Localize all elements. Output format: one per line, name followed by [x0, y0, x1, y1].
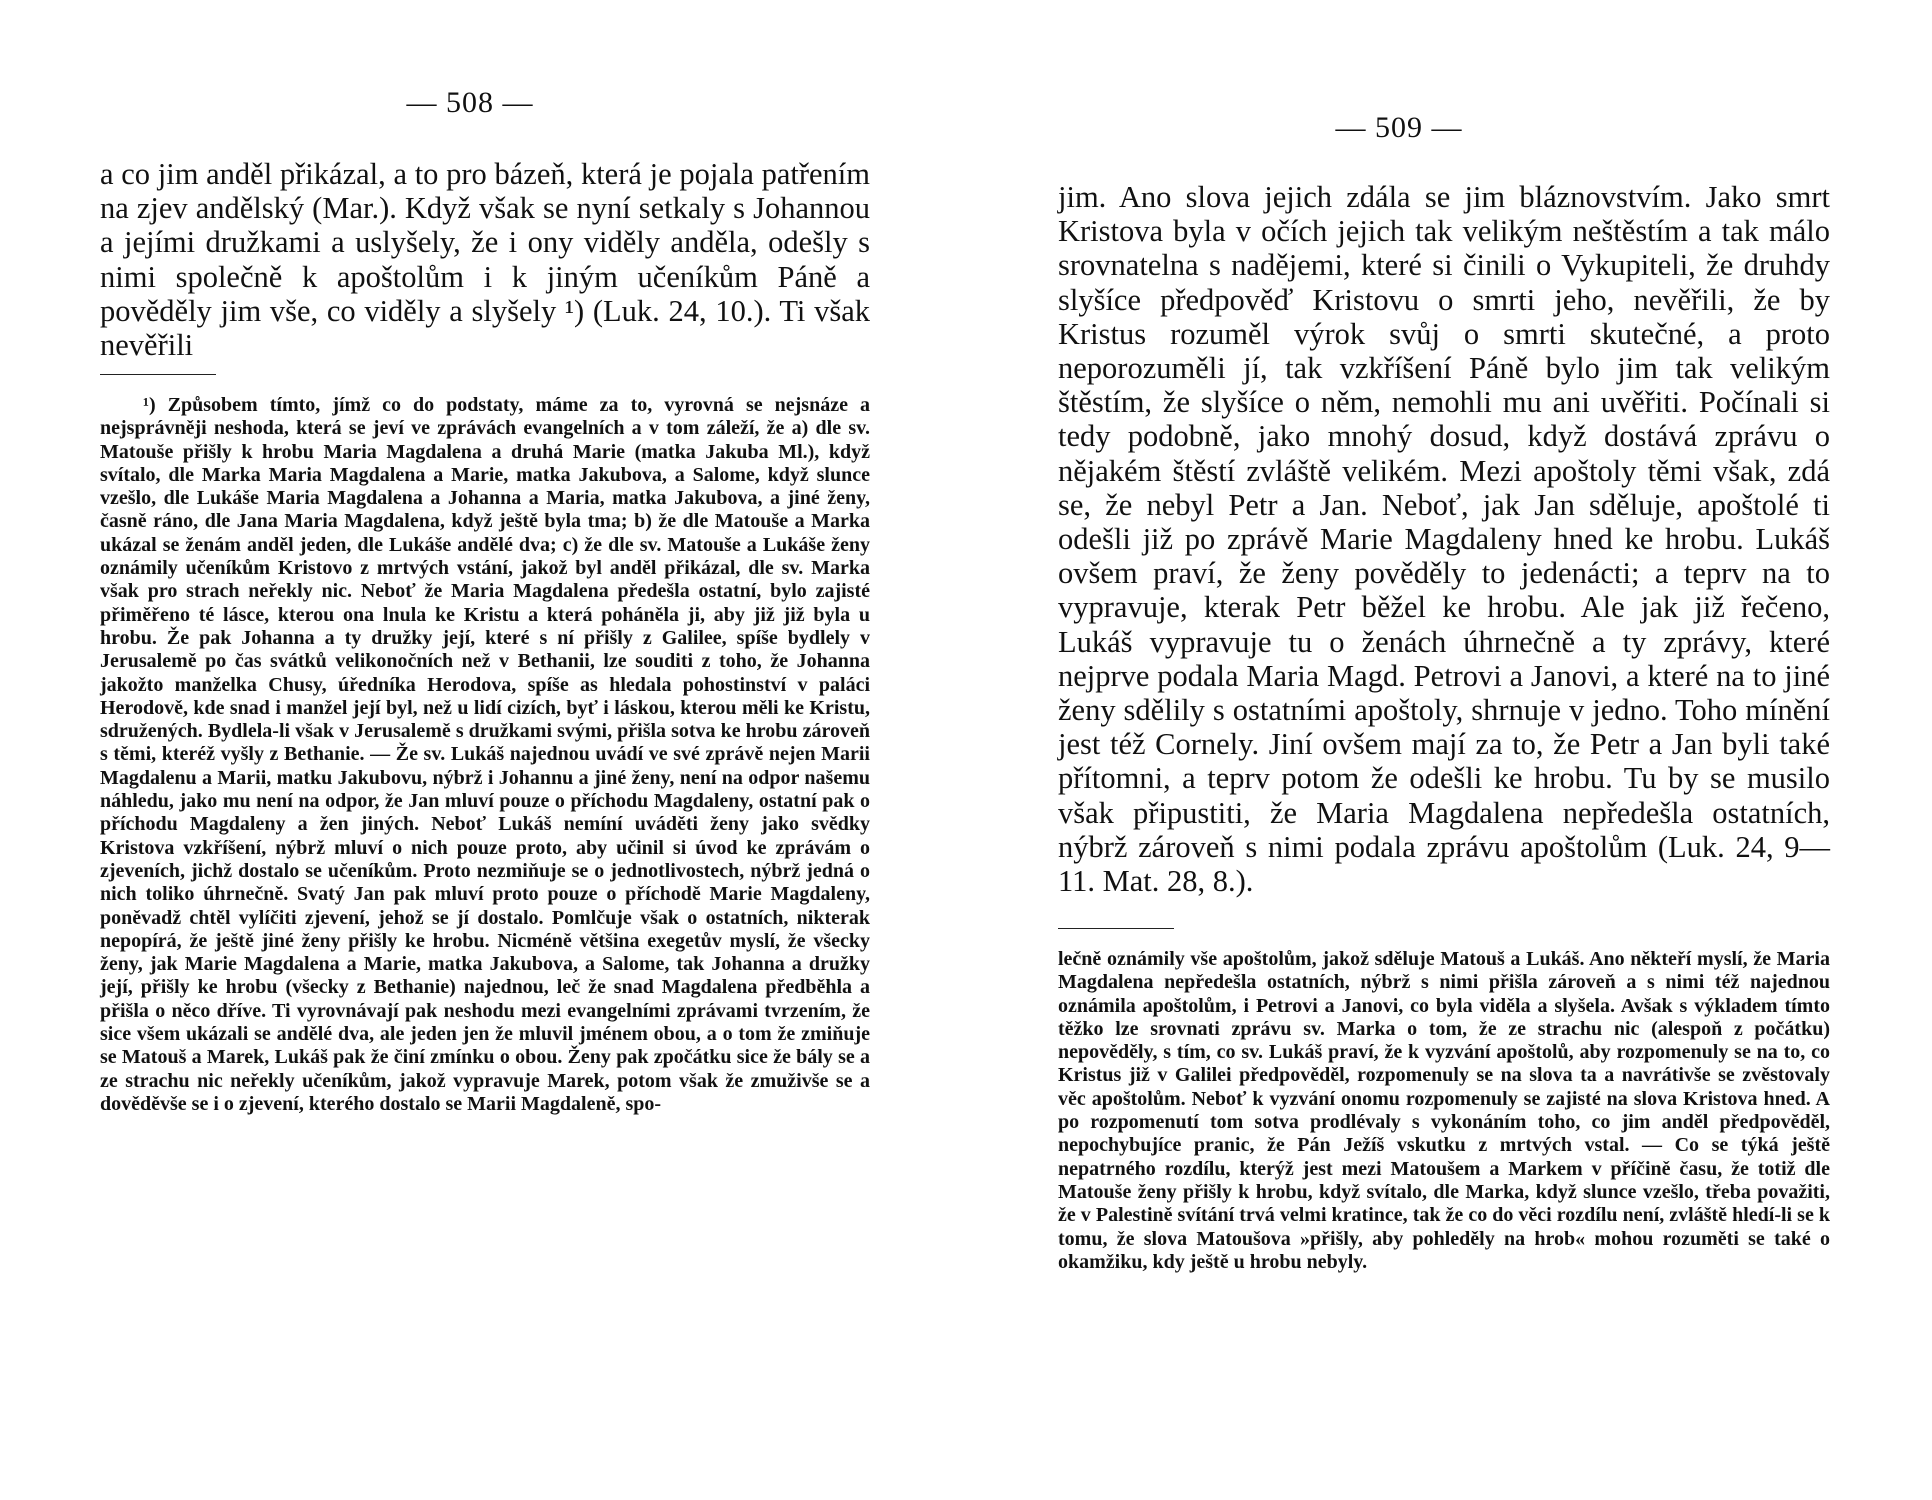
footnote-divider [100, 374, 216, 375]
main-text [100, 157, 870, 362]
footnote-divider [1058, 928, 1174, 929]
footnote-block [1058, 948, 1830, 1274]
page-number: — 509 — [1335, 111, 1463, 144]
footnote-text: ¹) Způsobem tímto, jímž co do podstaty, máme za to, vyrovná se nejsnáze a nejsprávněji neshoda, která se jeví ve zprávách evangelních a v tom záleží, že a) dle sv. Matouše přišly k hrobu Maria Magdalena a druhá Marie (matka Jakuba Ml.), když svítalo, dle Marka Maria Magdalena a Marie, matka Jakubova, a Salome, když slunce vzešlo, dle Lukáše Maria Magdalena a Johanna a Maria, matka Jakubova, a jiné ženy, časně ráno, dle Jana Maria Magdalena, když ještě byla tma; b) že dle Matouše a Marka ukázal se ženám anděl jeden, dle Lukáše andělé dva; c) že dle sv. Matouše a Lukáše ženy oznámily učeníkům Kristovo z mrtvých vstání, jakož byl anděl přikázal, dle sv. Marka však pro strach neřekly nic. Neboť že Maria Magdalena předešla ostatní, bylo zajisté přiměřeno té lásce, kterou ona lnula ke Kristu a která poháněla ji, aby již již byla u hrobu. Že pak Johanna a ty družky její, které s ní přišly z Galilee, spíše bydlely v Jerusalemě po čas svátků velikonočních než v Bethanii, lze souditi z toho, že Johanna jakožto manželka Chusy, úředníka Herodova, spíše as hledala pohostinství v paláci Herodově, kde snad i manžel její byl, než u lidí cizích, byť i láskou, kterou měli ke Kristu, sdružených. Bydlela-li však v Jerusalemě s družkami svými, přišla sotva ke hrobu zároveň s těmi, kteréž vyšly z Bethanie. — Že sv. Lukáš najednou uvádí ve své zprávě nejen Marii Magdalenu a Marii, matku Jakubovu, nýbrž i Johannu a jiné ženy, není na odpor našemu náhledu, jako mu není na odpor, že Jan mluví pouze o příchodu Magdaleny, ostatní pak o příchodu Magdaleny a žen jiných. Neboť Lukáš nemíní uváděti ženy jako svědky Kristova vzkříšení, nýbrž mluví o nich pouze proto, aby učinil si úvod ke zprávám o zjeveních, jichž dostalo se učeníkům. Proto nezmiňuje se o jednotlivostech, nýbrž jedná o nich toliko úhrnečně. Svatý Jan pak mluví proto pouze o příchodě Marie Magdaleny, poněvadž chtěl vylíčiti zjevení, jehož se jí dostalo. Pomlčuje však o ostatních, nikterak nepopírá, že ještě jiné ženy přišly ke hrobu. Nicméně většina exegetův myslí, že všecky ženy, jak Marie Magdalena a Marie, matka Jakubova, a Salome, tak Johanna a družky její, přišly ke hrobu (všecky z Bethanie) najednou, leč že snad Magdalena předběhla a přišla o něco dříve. Ti vyrovnávají pak neshodu mezi evangelními zprávami tvrzením, že sice všem ukázali se andělé dva, ale jeden jen že mluvil jménem obou, a o tom že zmiňuje se Matouš a Marek, Lukáš pak že činí zmínku o obou. Ženy pak zpočátku sice že bály se a ze strachu nic neřekly učeníkům, jakož vypravuje Marek, potom však že zmuživše se a dověděvše se i o zjevení, kterého dostalo se Marii Magdaleně, spo- [100, 394, 870, 1115]
main-paragraph: jim. Ano slova jejich zdála se jim bláznovstvím. Jako smrt Kristova byla v očích jejich tak velikým neštěstím a tak málo srovnatelna s nadějemi, které si činili o Vykupiteli, že druhdy slyšíce předpověď Kristovu o smrti jeho, nevěřili, že by Kristus rozuměl výrok svůj o smrti skutečné, a proto neporozuměli jí, tak vzkříšení Páně bylo jim tak velikým štěstím, že slyšíce o něm, nemohli mu ani uvěřiti. Počínali si tedy podobně, jako mnohý dosud, když dostává zprávu o nějakém štěstí zvláště velikém. Mezi apoštoly těmi však, zdá se, že nebyl Petr a Jan. Neboť, jak Jan sděluje, apoštolé ti odešli již po zprávě Marie Magdaleny hned ke hrobu. Lukáš ovšem praví, že ženy pověděly to jedenácti; a teprv na to vypravuje, kterak Petr běžel ke hrobu. Ale jak již řečeno, Lukáš vypravuje tu o ženách úhrnečně a ty zprávy, které nejprve podala Maria Magd. Petrovi a Janovi, a které na to jiné ženy sdělily s ostatními apoštoly, shrnuje v jedno. Toho mínění jest též Cornely. Jiní ovšem mají za to, že Petr a Jan byli také přítomni, a teprv potom že odešli ke hrobu. Tu by se musilo však připustiti, že Maria Magdalena nepředešla ostatních, nýbrž zároveň s nimi podala zprávu apoštolům (Luk. 24, 9—11. Mat. 28, 8.). [1058, 180, 1830, 899]
main-text [1058, 180, 1830, 898]
main-paragraph: a co jim anděl přikázal, a to pro bázeň, která je pojala patřením na zjev andělský (Mar.). Když však se nyní setkaly s Johannou a jejími družkami a uslyšely, že i ony viděly anděla, odešly s nimi společně k apoštolům i k jiným učeníkům Páně a pověděly jim vše, co viděly a slyšely ¹) (Luk. 24, 10.). Ti však nevěřili [100, 157, 870, 363]
page-number: — 508 — [406, 86, 534, 119]
footnote-block [100, 394, 870, 1116]
footnote-text: lečně oznámily vše apoštolům, jakož sděluje Matouš a Lukáš. Ano někteří myslí, že Maria Magdalena nepředešla ostatních, nýbrž s nimi přišla zároveň a s nimi též najednou oznámila apoštolům, i Petrovi a Janovi, co byla viděla a slyšela. Avšak s výkladem tímto těžko lze srovnati zprávu sv. Marka o tom, že ze strachu nic (alespoň z počátku) nepověděly, s tím, co sv. Lukáš praví, že k vyzvání apoštolů, aby rozpomenuly se na to, co Kristus již v Galilei předpověděl, rozpomenuly se na slova ta a navrátivše se zvěstovaly věc apoštolům. Neboť k vyzvání onomu rozpomenuly se zajisté na slova Kristova hned. A po rozpomenutí tom sotva prodlévaly s vykonáním toho, co jim anděl předpověděl, nepochybujíce pranic, že Pán Ježíš vskutku z mrtvých vstal. — Co se týká ještě nepatrného rozdílu, kterýž jest mezi Matoušem a Markem v příčině času, že totiž dle Matouše ženy přišly k hrobu, když svítalo, dle Marka, když slunce vzešlo, třeba považiti, že v Palestině svítání trvá velmi kratince, tak že co do věci rozdílu není, zvláště hledí-li se k tomu, že slova Matoušova »přišly, aby pohleděly na hrob« mohou rozuměti se také o okamžiku, kdy ještě u hrobu nebyly. [1058, 948, 1830, 1273]
